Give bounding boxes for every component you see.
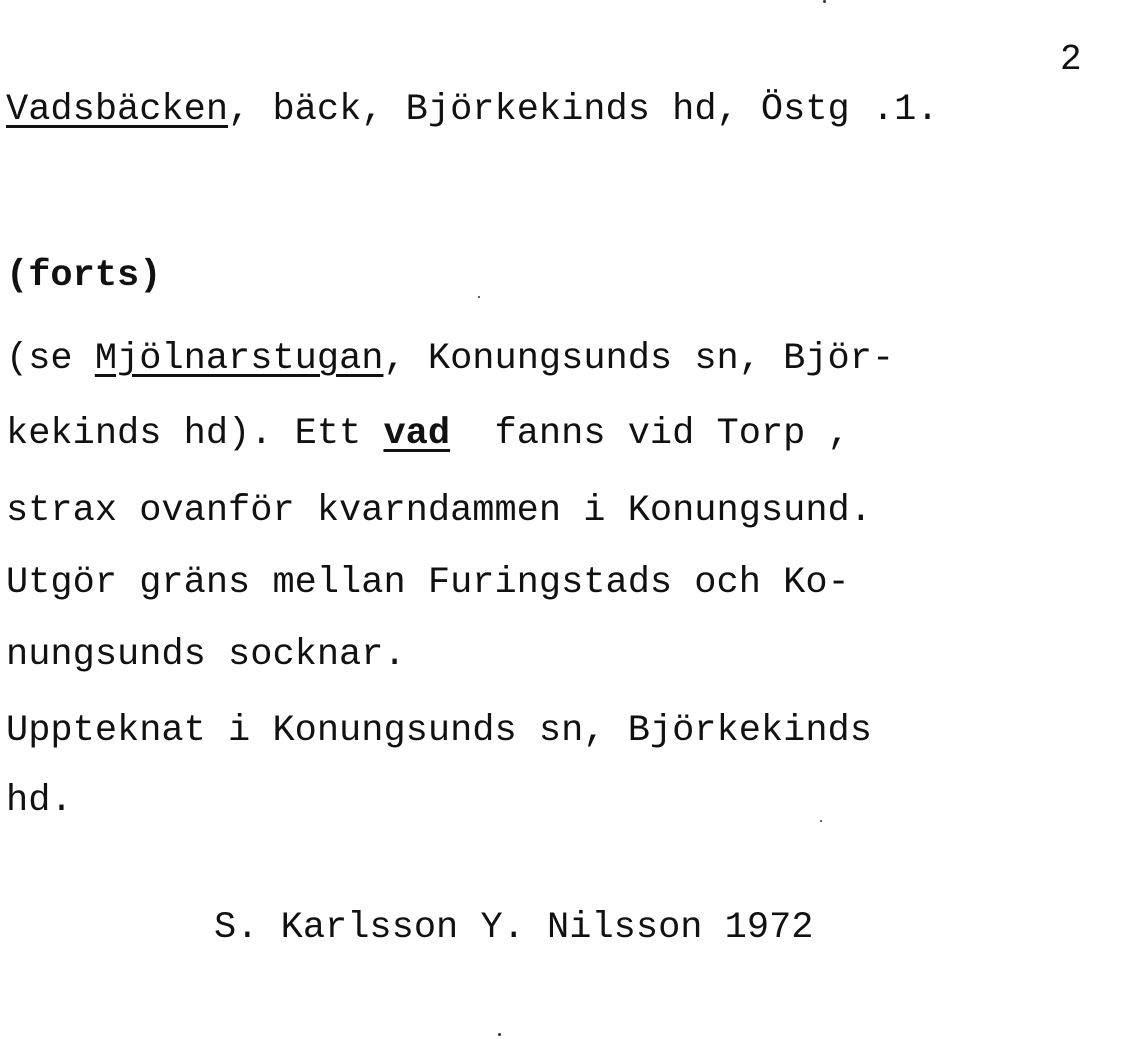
scan-speck bbox=[823, 0, 826, 3]
scan-speck bbox=[820, 820, 822, 822]
signature: S. Karlsson Y. Nilsson 1972 bbox=[214, 907, 814, 949]
body-line-6: Uppteknat i Konungsunds sn, Björkekinds bbox=[6, 710, 872, 752]
header-rest: , bäck, Björkekinds hd, Östg .1. bbox=[228, 89, 939, 131]
body-line-4: Utgör gräns mellan Furingstads och Ko- bbox=[6, 562, 850, 604]
body-line-3: strax ovanför kvarndammen i Konungsund. bbox=[6, 490, 872, 532]
body-line-5: nungsunds socknar. bbox=[6, 634, 406, 676]
line2-post: fanns vid Torp , bbox=[450, 413, 850, 455]
body-line-7: hd. bbox=[6, 780, 73, 822]
header-line bbox=[6, 88, 939, 132]
term-vad: vad bbox=[383, 413, 451, 455]
scan-speck bbox=[498, 1033, 501, 1036]
body-line-1 bbox=[6, 337, 894, 381]
line2-pre: kekinds hd). Ett bbox=[6, 413, 384, 455]
forts-label: (forts) bbox=[6, 255, 162, 297]
reference-mjolnarstugan: Mjölnarstugan bbox=[94, 338, 384, 380]
body-line-2 bbox=[6, 412, 850, 456]
line1-post: , Konungsunds sn, Björ- bbox=[383, 338, 895, 380]
scan-speck bbox=[478, 296, 480, 298]
page-number: 2 bbox=[1060, 39, 1082, 80]
headword: Vadsbäcken bbox=[6, 89, 229, 131]
line1-pre: (se bbox=[6, 338, 95, 380]
